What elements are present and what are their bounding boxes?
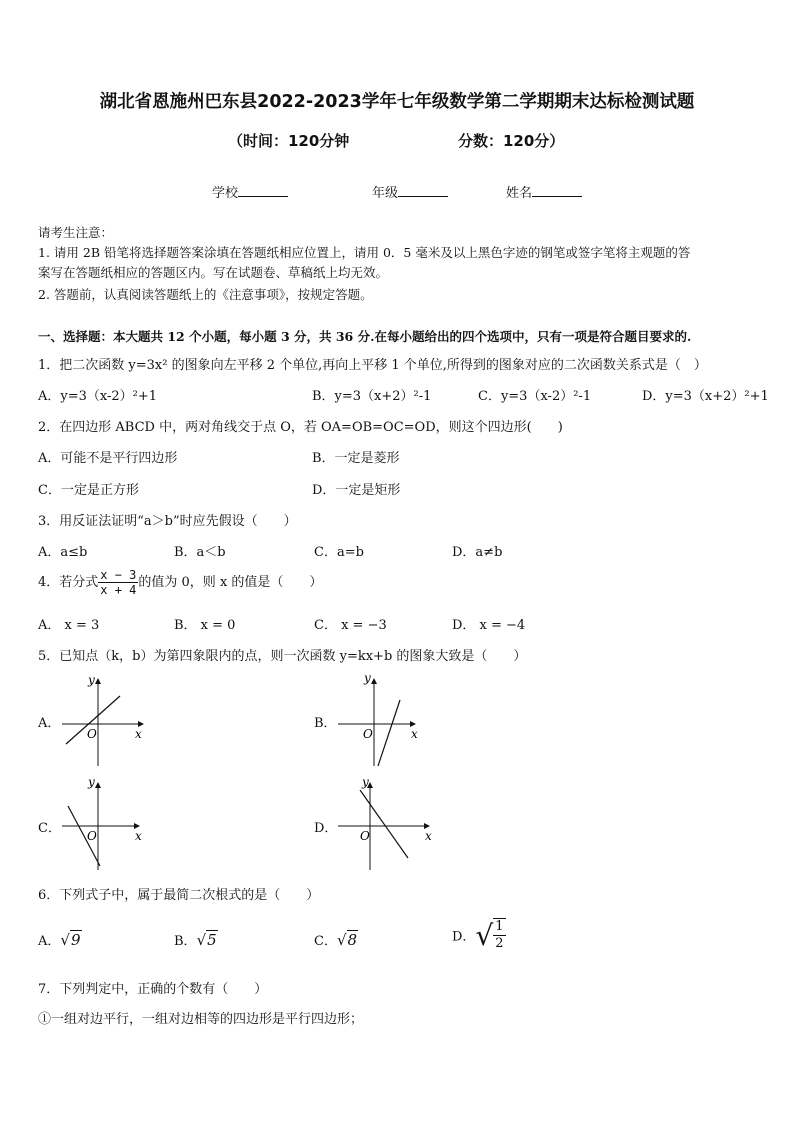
q5-b-origin: O <box>363 727 373 741</box>
section1-heading: 一、选择题：本大题共 12 个小题，每小题 3 分，共 36 分.在每小题给出的四个选项中，只有一项是符合题目要求的. <box>38 329 692 344</box>
q5-b-x-label: x <box>411 727 418 741</box>
school-field <box>212 182 288 201</box>
q5-a-origin: O <box>87 727 97 741</box>
q6-c-radicand: 8 <box>347 931 358 949</box>
grade-blank <box>398 184 448 197</box>
grade-field <box>372 182 448 201</box>
q6-option-c <box>314 930 358 949</box>
q6-d-denominator: 2 <box>495 936 504 951</box>
exam-score: 分数：120分） <box>458 132 565 150</box>
q2-option-d: D．一定是矩形 <box>312 483 401 498</box>
q3-option-c: C．a=b <box>314 545 364 560</box>
q3-option-b: B．a＜b <box>174 545 226 560</box>
q5-stem: 5．已知点（k，b）为第四象限内的点，则一次函数 y=kx+b 的图象大致是（ ） <box>38 649 527 664</box>
q3-stem: 3．用反证法证明“a＞b”时应先假设（ ） <box>38 514 297 529</box>
school-blank <box>238 184 288 197</box>
notice-item1-line1: 1. 请用 2B 铅笔将选择题答案涂填在答题纸相应位置上，请用 0．5 毫米及以上黑色字迹的钢笔或签字笔将主观题的答 <box>38 245 691 260</box>
q2-option-a: A．可能不是平行四边形 <box>38 451 178 466</box>
q1-option-a: A．y=3（x-2）²+1 <box>38 389 158 404</box>
q6-a-radicand: 9 <box>70 931 81 949</box>
q5-b-y-label: y <box>364 671 371 685</box>
q6-a-sqrt: √9 <box>60 931 81 949</box>
q6-option-a <box>38 930 82 949</box>
q6-a-label: A． <box>38 934 61 949</box>
q6-d-fraction <box>493 918 505 952</box>
exam-time: （时间：120分钟 <box>228 132 350 150</box>
q5-graph-b <box>334 670 434 770</box>
q5-graph-a <box>58 670 158 770</box>
q5-graph-c <box>58 774 158 874</box>
q6-c-sqrt: √8 <box>336 931 358 949</box>
notice-item2: 2. 答题前，认真阅读答题纸上的《注意事项》，按规定答题。 <box>38 287 373 302</box>
q4-numerator: x − 3 <box>100 568 137 582</box>
name-blank <box>532 184 582 197</box>
q5-d-x-label: x <box>425 829 432 843</box>
q3-option-d: D．a≠b <box>452 545 503 560</box>
q6-option-b <box>174 930 218 949</box>
q1-stem: 1．把二次函数 y=3x² 的图象向左平移 2 个单位,再向上平移 1 个单位,所得到的图象对应的二次函数关系式是（ ） <box>38 358 707 373</box>
q5-c-y-label: y <box>88 775 95 789</box>
q2-option-c: C．一定是正方形 <box>38 483 139 498</box>
q4-stem <box>38 568 322 597</box>
q5-option-a: A． <box>38 716 61 731</box>
q6-stem: 6．下列式子中，属于最简二次根式的是（ ） <box>38 888 320 903</box>
q6-d-sqrt: √ <box>475 918 494 952</box>
q6-b-radicand: 5 <box>207 931 217 949</box>
q4-option-b: B． x = 0 <box>174 618 236 633</box>
q5-option-c: C． <box>38 821 61 836</box>
q2-option-b: B．一定是菱形 <box>312 451 400 466</box>
q5-c-origin: O <box>87 829 97 843</box>
q1-option-d: D．y=3（x+2）²+1 <box>642 389 769 404</box>
q5-a-x-label: x <box>135 727 142 741</box>
notice-heading: 请考生注意： <box>38 225 114 240</box>
q4-stem-post: 的值为 0，则 x 的值是（ ） <box>138 575 323 590</box>
q4-option-c: C． x = −3 <box>314 618 387 633</box>
q6-b-sqrt: √5 <box>196 931 217 949</box>
q1-option-b: B．y=3（x+2）²-1 <box>312 389 432 404</box>
q1-option-c: C．y=3（x-2）²-1 <box>478 389 592 404</box>
name-label: 姓名 <box>506 186 533 201</box>
q7-stem: 7．下列判定中，正确的个数有（ ） <box>38 982 268 997</box>
q5-c-x-label: x <box>135 829 142 843</box>
grade-label: 年级 <box>372 186 399 201</box>
q4-option-a: A． x = 3 <box>38 618 100 633</box>
name-field <box>506 182 582 201</box>
q6-c-label: C． <box>314 934 337 949</box>
q5-d-origin: O <box>360 829 370 843</box>
q6-d-label: D． <box>452 929 476 945</box>
q5-option-b: B． <box>314 716 337 731</box>
q2-stem: 2．在四边形 ABCD 中，两对角线交于点 O，若 OA=OB=OC=OD，则这个四边形( ) <box>38 420 563 435</box>
q6-b-label: B． <box>174 934 197 949</box>
q5-a-y-label: y <box>88 673 95 687</box>
q5-option-d: D． <box>314 821 338 836</box>
q6-option-d <box>452 918 506 952</box>
q4-fraction <box>98 568 138 597</box>
q6-d-numerator: 1 <box>495 919 504 934</box>
exam-title: 湖北省恩施州巴东县2022-2023学年七年级数学第二学期期末达标检测试题 <box>99 92 695 112</box>
q4-denominator: x + 4 <box>100 583 137 597</box>
q5-d-y-label: y <box>362 775 369 789</box>
q5-graph-d <box>334 774 434 874</box>
q3-option-a: A．a≤b <box>38 545 88 560</box>
q7-item1: ①一组对边平行，一组对边相等的四边形是平行四边形； <box>38 1012 364 1027</box>
notice-item1-line2: 案写在答题纸相应的答题区内。写在试题卷、草稿纸上均无效。 <box>38 265 389 280</box>
q4-option-d: D． x = −4 <box>452 618 526 633</box>
school-label: 学校 <box>212 186 239 201</box>
q4-stem-pre: 4．若分式 <box>38 575 99 590</box>
